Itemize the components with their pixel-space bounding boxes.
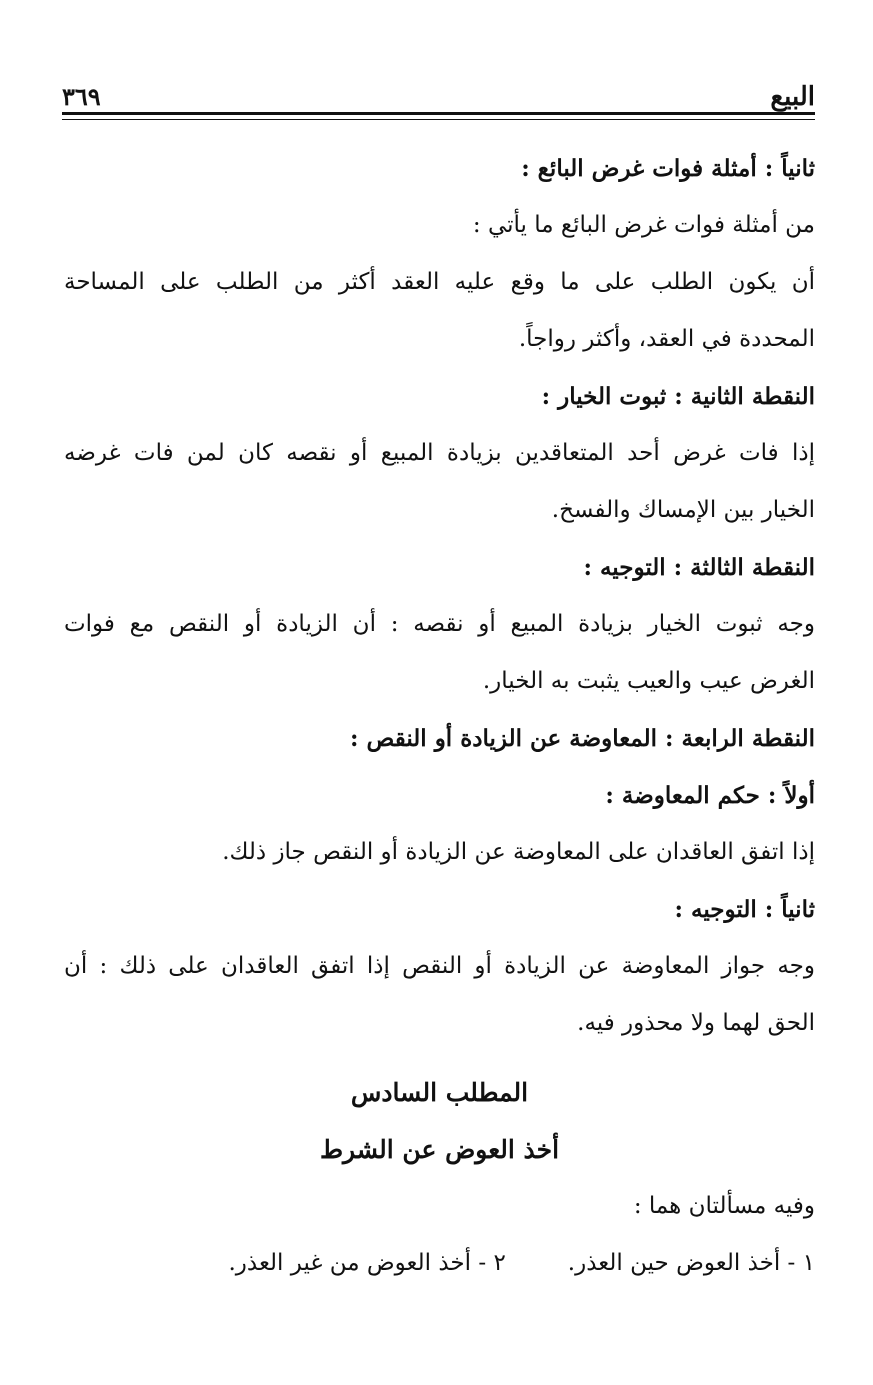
paragraph-line: إذا اتفق العاقدان على المعاوضة عن الزيادة أو النقص جاز ذلك.: [222, 839, 815, 865]
paragraph-line: من أمثلة فوات غرض البائع ما يأتي :: [472, 212, 815, 238]
heading-point-four: النقطة الرابعة : المعاوضة عن الزيادة أو النقص :: [350, 725, 815, 752]
subheading-seller-purpose-examples: ثانياً : أمثلة فوات غرض البائع :: [521, 155, 815, 182]
heading-point-two: النقطة الثانية : ثبوت الخيار :: [541, 383, 815, 410]
page-body: [64, 140, 815, 1292]
section-subtitle: أخذ العوض عن الشرط: [319, 1135, 560, 1164]
issues-list: [64, 1235, 815, 1292]
header-rule-thin: [62, 119, 815, 120]
subheading-justification: ثانياً : التوجيه :: [674, 896, 815, 923]
running-title: البيع: [770, 82, 815, 112]
paragraph-line: أن يكون الطلب على ما وقع عليه العقد أكثر من الطلب على المساحة: [64, 269, 815, 295]
list-item: ١ - أخذ العوض حين العذر.: [567, 1250, 815, 1276]
list-item: ٢ - أخذ العوض من غير العذر.: [228, 1250, 506, 1276]
heading-point-three: النقطة الثالثة : التوجيه :: [583, 554, 815, 581]
paragraph-line: الخيار بين الإمساك والفسخ.: [551, 497, 815, 523]
section-title: المطلب السادس: [350, 1078, 529, 1107]
subheading-compensation-ruling: أولاً : حكم المعاوضة :: [605, 782, 815, 809]
paragraph-line: وجه جواز المعاوضة عن الزيادة أو النقص إذا اتفق العاقدان على ذلك : أن: [64, 953, 815, 979]
paragraph-line: وجه ثبوت الخيار بزيادة المبيع أو نقصه : أن الزيادة أو النقص مع فوات: [64, 611, 815, 637]
paragraph-line: إذا فات غرض أحد المتعاقدين بزيادة المبيع أو نقصه كان لمن فات غرضه: [64, 440, 815, 466]
page-header: [62, 72, 815, 112]
paragraph-line: المحددة في العقد، وأكثر رواجاً.: [518, 326, 815, 352]
paragraph-line: وفيه مسألتان هما :: [633, 1193, 815, 1219]
header-rule-thick: [62, 112, 815, 115]
paragraph-line: الحق لهما ولا محذور فيه.: [577, 1010, 815, 1036]
page-number: ٣٦٩: [62, 82, 101, 111]
paragraph-line: الغرض عيب والعيب يثبت به الخيار.: [482, 668, 815, 694]
